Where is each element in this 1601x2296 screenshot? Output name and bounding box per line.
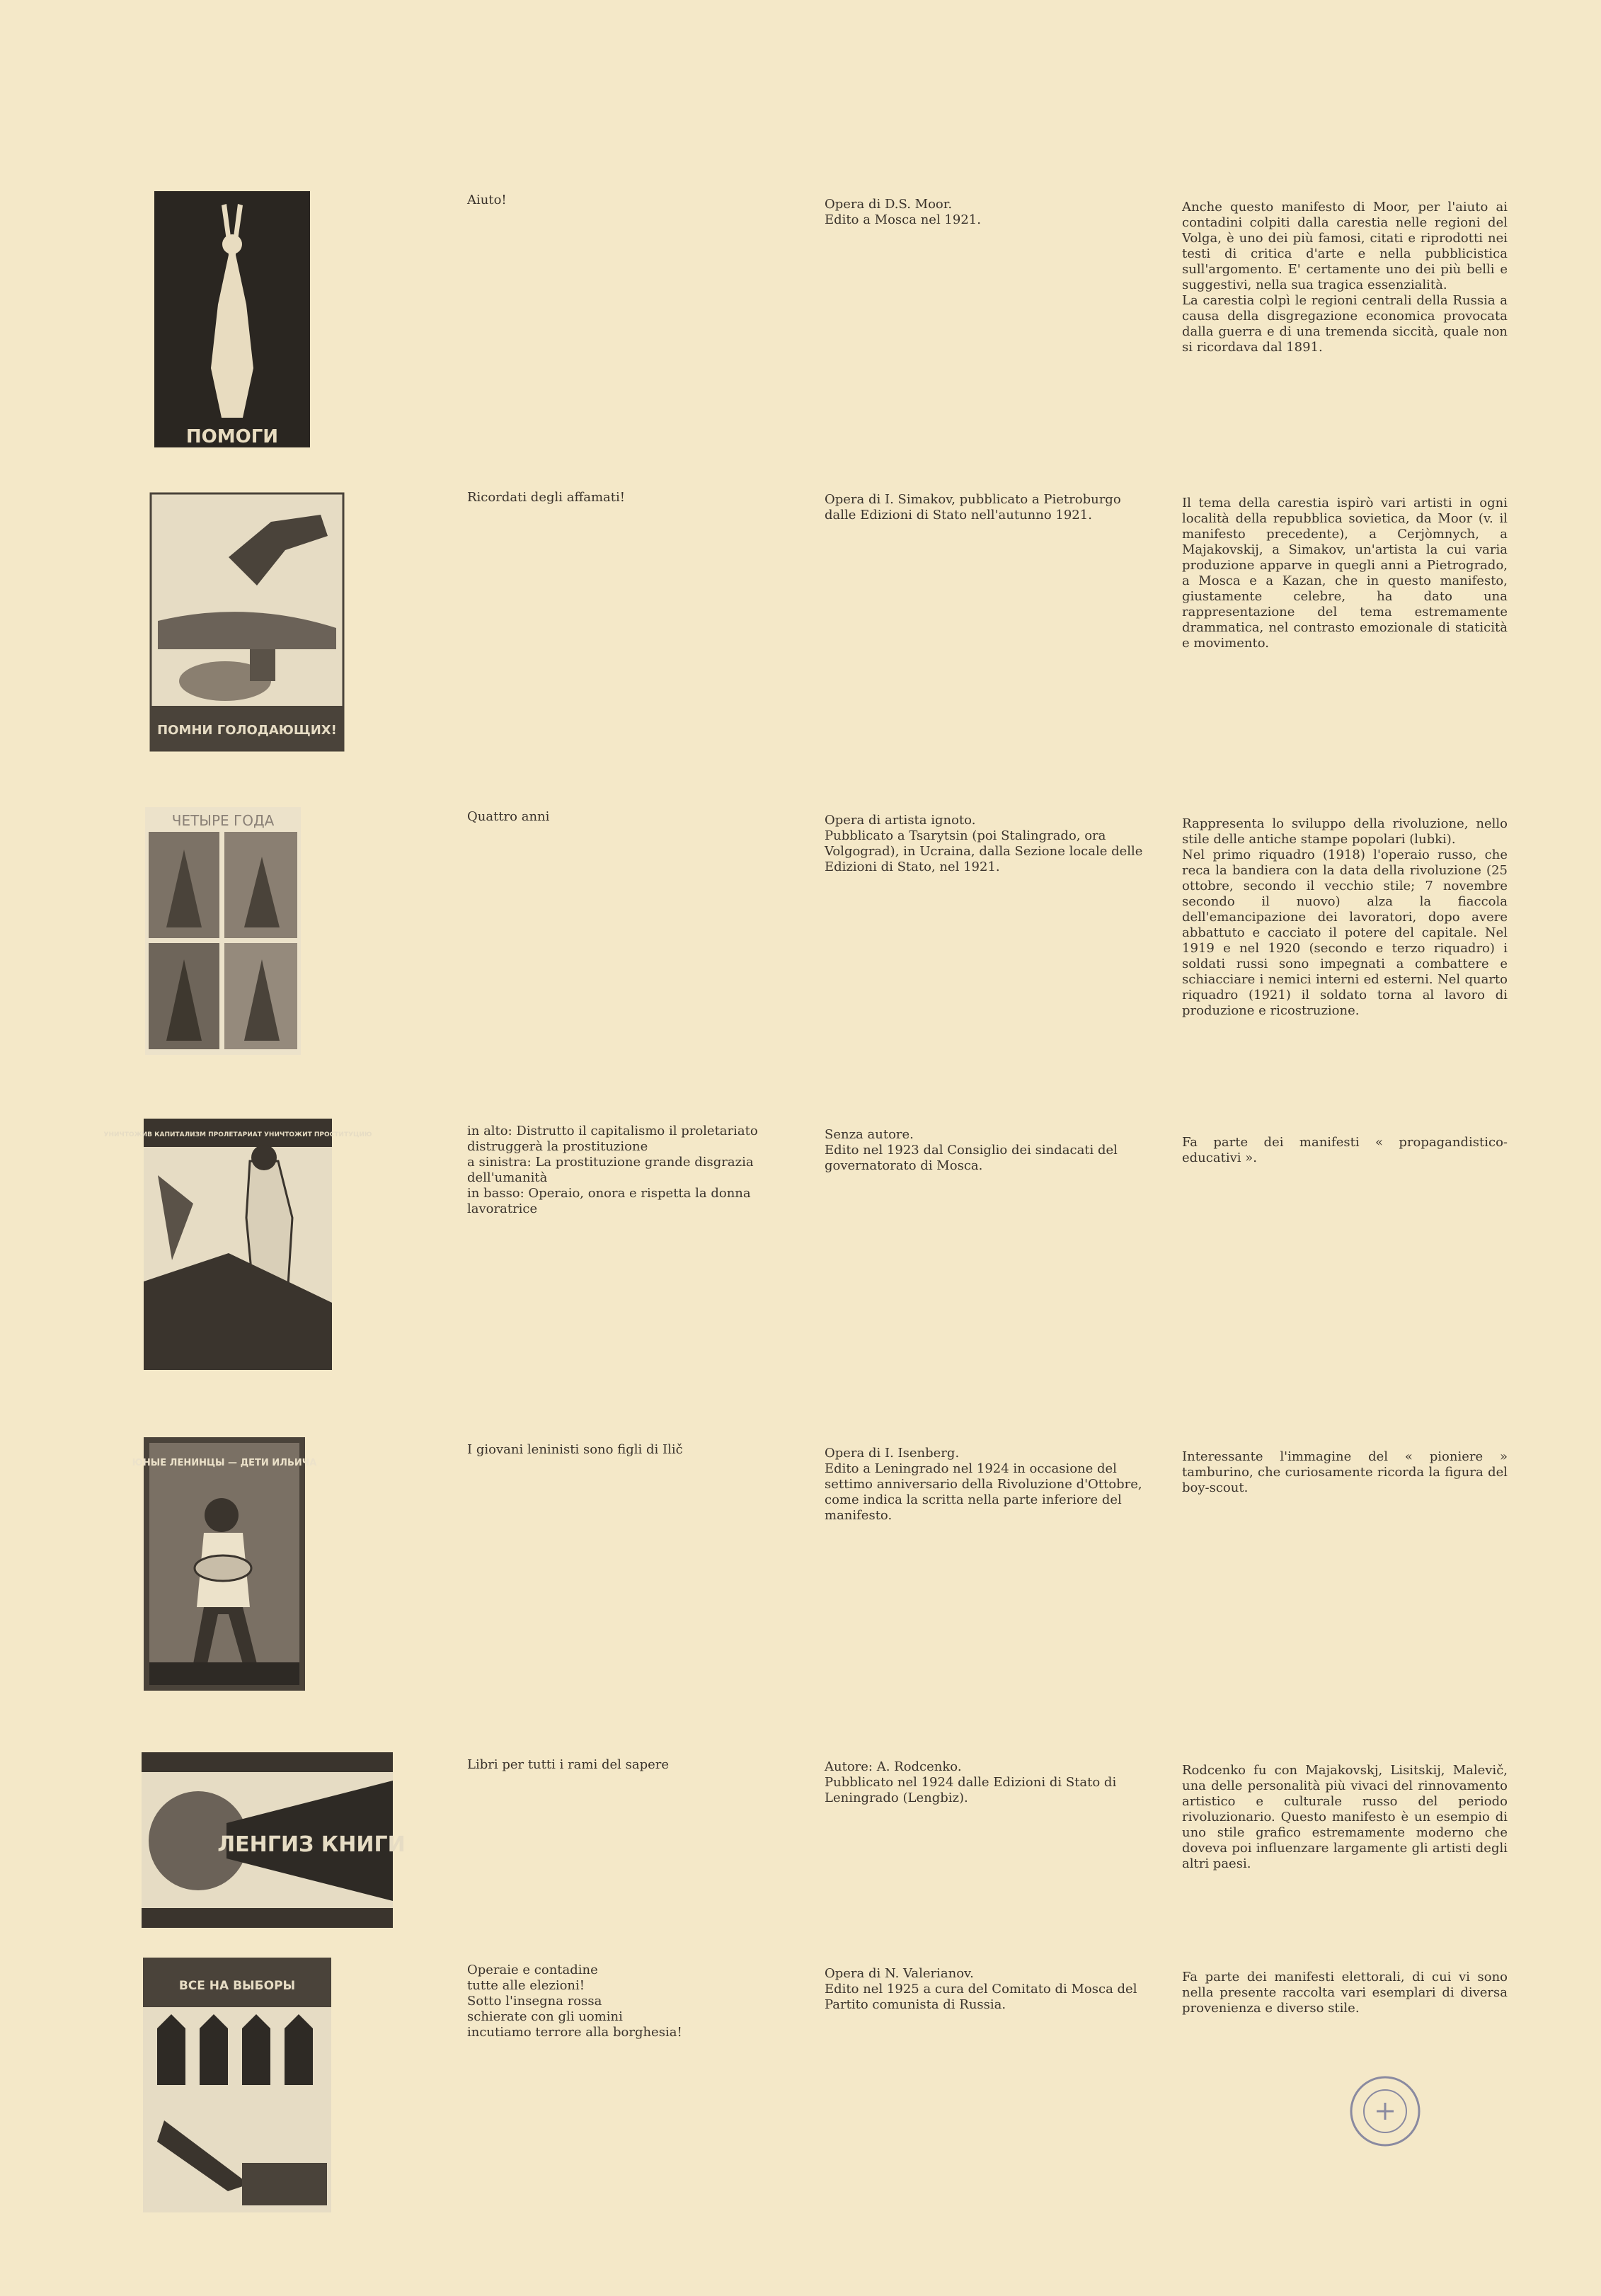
title-italian: Operaie e contadine tutte alle elezioni! Sotto l'insegna rossa schierate con gli uomini incutiamo terrore alla borghesia! <box>467 1963 682 2040</box>
author-info: Opera di I. Simakov, pubblicato a Pietroburgo dalle Edizioni di Stato nell'autunno 1921. <box>825 492 1121 522</box>
title-italian: I giovani leninisti sono figli di Ilič <box>467 1442 683 1457</box>
poster-caption: УНИЧТОЖИВ КАПИТАЛИЗМ ПРОЛЕТАРИАТ УНИЧТОЖИТ ПРОСТИТУЦИЮ <box>103 1131 372 1138</box>
poster-caption: ПОМНИ ГОЛОДАЮЩИХ! <box>157 723 337 738</box>
poster-thumbnail <box>142 1752 406 1928</box>
poster-caption: ВСЕ НА ВЫБОРЫ <box>178 1979 296 1993</box>
poster-elections-image <box>143 1958 331 2212</box>
poster-caption: ПОМОГИ <box>185 426 279 447</box>
author-info: Opera di N. Valerianov. Edito nel 1925 a cura del Comitato di Mosca del Partito comunista di Russia. <box>825 1966 1137 2012</box>
author-info: Senza autore. Edito nel 1923 dal Consiglio dei sindacati del governatorato di Mosca. <box>825 1127 1118 1173</box>
author-info: Opera di artista ignoto. Pubblicato a Tsarytsin (poi Stalingrado, ora Volgograd), in Ucraina, dalla Sezione locale delle Edizioni di Stato, nel 1921. <box>825 813 1143 874</box>
description: Fa parte dei manifesti « propagandistico-educativi ». <box>1182 1135 1508 1165</box>
title-italian: in alto: Distrutto il capitalismo il proletariato distruggerà la prostituzione a sinistra: La prostituzione grande disgrazia dell'umanità in basso: Operaio, onora e rispetta la donna lavoratrice <box>467 1124 758 1216</box>
author-info: Autore: A. Rodcenko. Pubblicato nel 1924 dalle Edizioni di Stato di Leningrado (Lengbiz). <box>825 1759 1117 1805</box>
poster-caption: ЮНЫЕ ЛЕНИНЦЫ — ДЕТИ ИЛЬИЧА <box>132 1458 317 1468</box>
poster-pomogi-image <box>154 191 310 447</box>
description: Il tema della carestia ispirò vari artisti in ogni località della repubblica sovietica, da Moor (v. il manifesto precedente), a Cerjòmnych, a Majakovskij, a Simakov, un'artista la cui varia produzione apparve in quegli anni a Pietrogrado, a Mosca e a Kazan, che in questo manifesto, giustamente celebre, ha dato una rappresentazione del tema estremamente drammatica, nel contrasto emozionale di staticità e movimento. <box>1182 496 1508 651</box>
poster-thumbnail <box>132 1437 317 1691</box>
title-italian: Libri per tutti i rami del sapere <box>467 1757 670 1772</box>
poster-pomni-image <box>151 493 343 750</box>
description: Interessante l'immagine del « pioniere » tamburino, che curiosamente ricorda la figura del boy-scout. <box>1182 1449 1508 1495</box>
poster-thumbnail <box>151 493 343 750</box>
library-stamp-icon <box>1348 2074 1422 2148</box>
poster-yunye-lenintsy-image <box>132 1437 317 1691</box>
title-italian: Aiuto! <box>467 193 507 207</box>
poster-thumbnail <box>143 1958 331 2212</box>
description: Rappresenta lo sviluppo della rivoluzione, nello stile delle antiche stampe popolari (lubki). Nel primo riquadro (1918) l'operaio russo, che reca la bandiera con la data della rivoluzione (25 ottobre, secondo il vecchio stile; 7 novembre secondo il nuovo) alza la fiaccola dell'emancipazione dei lavoratori, dopo avere abbattuto e cacciato il potere del capitale. Nel 1919 e nel 1920 (secondo e terzo riquadro) i soldati russi sono impegnati a combattere e schiacciare i nemici interni ed esterni. Nel quarto riquadro (1921) il soldato torna al lavoro di produzione e ricostruzione. <box>1182 816 1508 1018</box>
description: Rodcenko fu con Majakovskj, Lisitskij, Malevič, una delle personalità più vivaci del rinnovamento artistico e culturale russo del periodo rivoluzionario. Questo manifesto è un esempio di uno stile grafico estremamente moderno che doveva poi influenzare largamente gli artisti degli altri paesi. <box>1182 1763 1508 1871</box>
author-info: Opera di I. Isenberg. Edito a Leningrado nel 1924 in occasione del settimo anniversario della Rivoluzione d'Ottobre, come indica la scritta nella parte inferiore del manifesto. <box>825 1446 1142 1523</box>
title-italian: Ricordati degli affamati! <box>467 490 626 505</box>
poster-chetyre-goda-image <box>145 807 301 1055</box>
poster-thumbnail <box>145 807 301 1055</box>
author-info: Opera di D.S. Moor. Edito a Mosca nel 1921. <box>825 197 981 227</box>
poster-lengiz-knigi-image <box>142 1752 406 1928</box>
title-italian: Quattro anni <box>467 809 550 824</box>
poster-caption: ЛЕНГИЗ КНИГИ <box>217 1832 406 1857</box>
description: Fa parte dei manifesti elettorali, di cui vi sono nella presente raccolta vari esemplari di diversa provenienza e diverso stile. <box>1182 1970 1508 2016</box>
poster-prostitution-image <box>103 1119 372 1370</box>
poster-caption: ЧЕТЫРЕ ГОДА <box>171 812 275 829</box>
description: Anche questo manifesto di Moor, per l'aiuto ai contadini colpiti dalla carestia nelle regioni del Volga, è uno dei più famosi, citati e riprodotti nei testi di critica d'arte e nella pubblicistica sull'argomento. E' certamente uno dei più belli e suggestivi, nella sua tragica essenzialità. La carestia colpì le regioni centrali della Russia a causa della disgregazione economica provocata dalla guerra e di una tremenda siccità, quale non si ricordava dal 1891. <box>1182 200 1508 355</box>
poster-thumbnail <box>103 1119 372 1370</box>
poster-thumbnail <box>154 191 310 447</box>
